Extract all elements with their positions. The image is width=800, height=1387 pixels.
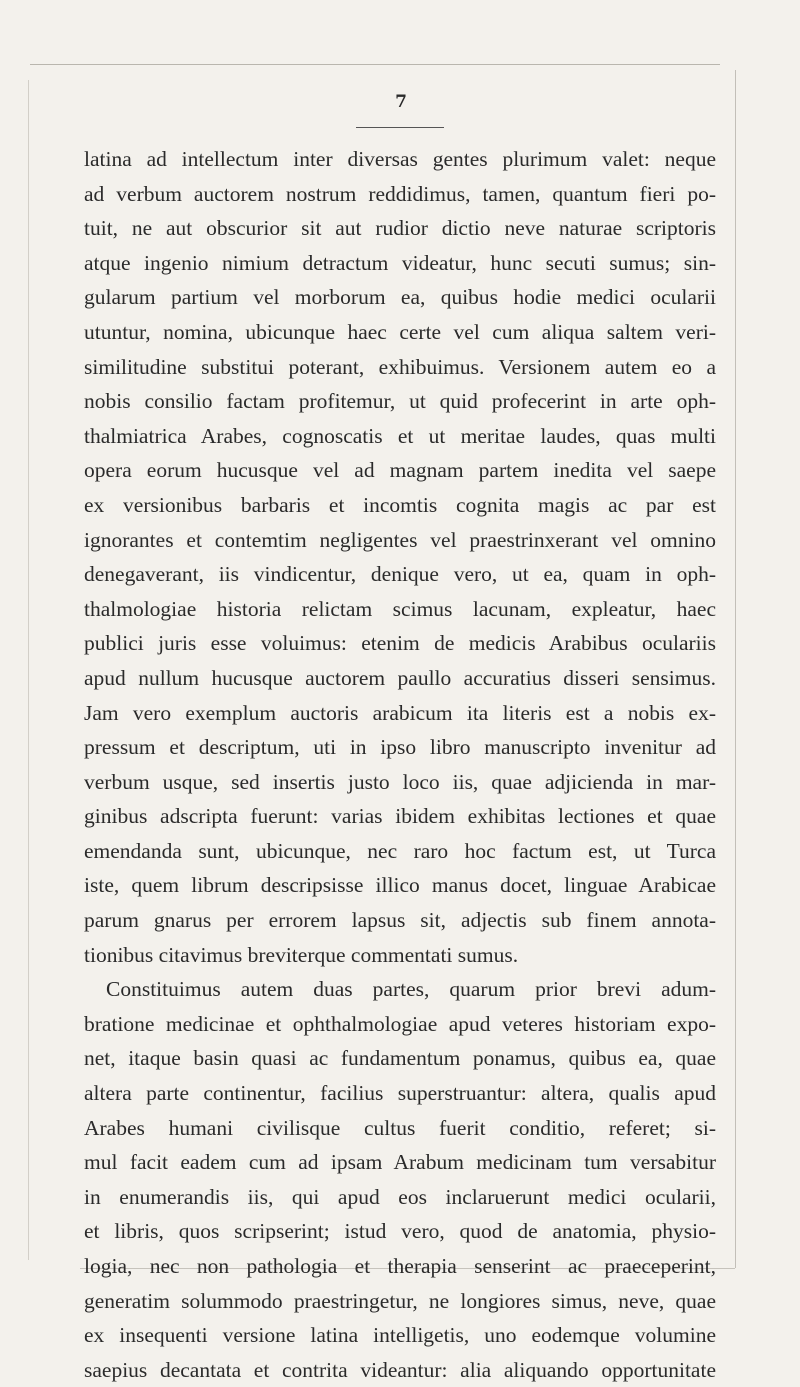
text-line: ad verbum auctorem nostrum reddidimus, tamen, quantum fieri po-	[84, 181, 716, 206]
text-line: tuit, ne aut obscurior sit aut rudior dictio neve naturae scriptoris	[84, 216, 716, 241]
body-text	[84, 142, 716, 1387]
text-line: logia, nec non pathologia et therapia senserint ac praeceperint,	[84, 1254, 716, 1278]
text-line: Arabes humani civilisque cultus fuerit conditio, referet; si-	[84, 1115, 716, 1140]
text-line: et libris, quos scripserint; istud vero, quod de anatomia, physio-	[84, 1219, 716, 1244]
text-line: generatim solummodo praestringetur, ne longiores simus, neve, quae	[84, 1288, 716, 1313]
page-edge-top	[30, 64, 720, 65]
paragraph-start-line: Constituimus autem duas partes, quarum prior brevi adum-	[106, 977, 716, 1002]
text-line: altera parte continentur, facilius superstruantur: altera, qualis apud	[84, 1081, 716, 1106]
text-line: atque ingenio nimium detractum videatur, hunc secuti sumus; sin-	[84, 250, 716, 275]
text-line: parum gnarus per errorem lapsus sit, adjectis sub finem annota-	[84, 908, 716, 933]
text-line: Jam vero exemplum auctoris arabicum ita literis est a nobis ex-	[84, 700, 716, 725]
page-edge-right	[735, 70, 736, 1268]
paragraph-end-line: tionibus citavimus breviterque commentati sumus.	[84, 942, 519, 967]
text-line: ex insequenti versione latina intelligetis, uno eodemque volumine	[84, 1323, 716, 1348]
text-line: net, itaque basin quasi ac fundamentum ponamus, quibus ea, quae	[84, 1046, 716, 1071]
text-line: ex versionibus barbaris et incomtis cognita magis ac par est	[84, 492, 716, 517]
text-line: mul facit eadem cum ad ipsam Arabum medicinam tum versabitur	[84, 1150, 716, 1175]
text-line: gularum partium vel morborum ea, quibus hodie medici ocularii	[84, 285, 716, 310]
text-line: emendanda sunt, ubicunque, nec raro hoc factum est, ut Turca	[84, 838, 716, 863]
text-line: verbum usque, sed insertis justo loco iis, quae adjicienda in mar-	[84, 769, 716, 794]
text-line: apud nullum hucusque auctorem paullo accuratius disseri sensimus.	[84, 665, 716, 690]
text-line: thalmiatrica Arabes, cognoscatis et ut meritae laudes, quas multi	[84, 423, 716, 448]
text-line: saepius decantata et contrita videantur: alia aliquando opportunitate	[84, 1357, 716, 1382]
text-line: opera eorum hucusque vel ad magnam partem inedita vel saepe	[84, 458, 716, 483]
text-line: latina ad intellectum inter diversas gentes plurimum valet: neque	[84, 147, 716, 171]
text-line: nobis consilio factam profitemur, ut quid profecerint in arte oph-	[84, 389, 716, 414]
page-number-rule	[356, 127, 444, 128]
page-edge-left	[28, 80, 29, 1260]
text-line: in enumerandis iis, qui apud eos inclaruerunt medici ocularii,	[84, 1184, 716, 1209]
text-line: bratione medicinae et ophthalmologiae apud veteres historiam expo-	[84, 1011, 716, 1036]
text-line: publici juris esse voluimus: etenim de medicis Arabibus oculariis	[84, 631, 716, 656]
text-line: ignorantes et contemtim negligentes vel praestrinxerant vel omnino	[84, 527, 716, 552]
page-number: 7	[395, 92, 407, 112]
text-line: thalmologiae historia relictam scimus lacunam, expleatur, haec	[84, 596, 716, 621]
text-line: pressum et descriptum, uti in ipso libro manuscripto invenitur ad	[84, 735, 716, 760]
text-line: utuntur, nomina, ubicunque haec certe vel cum aliqua saltem veri-	[84, 319, 716, 344]
text-line: ginibus adscripta fuerunt: varias ibidem exhibitas lectiones et quae	[84, 804, 716, 829]
text-line: iste, quem librum descripsisse illico manus docet, linguae Arabicae	[84, 873, 716, 898]
text-line: denegaverant, iis vindicentur, denique vero, ut ea, quam in oph-	[84, 562, 716, 587]
text-line: similitudine substitui poterant, exhibuimus. Versionem autem eo a	[84, 354, 716, 379]
